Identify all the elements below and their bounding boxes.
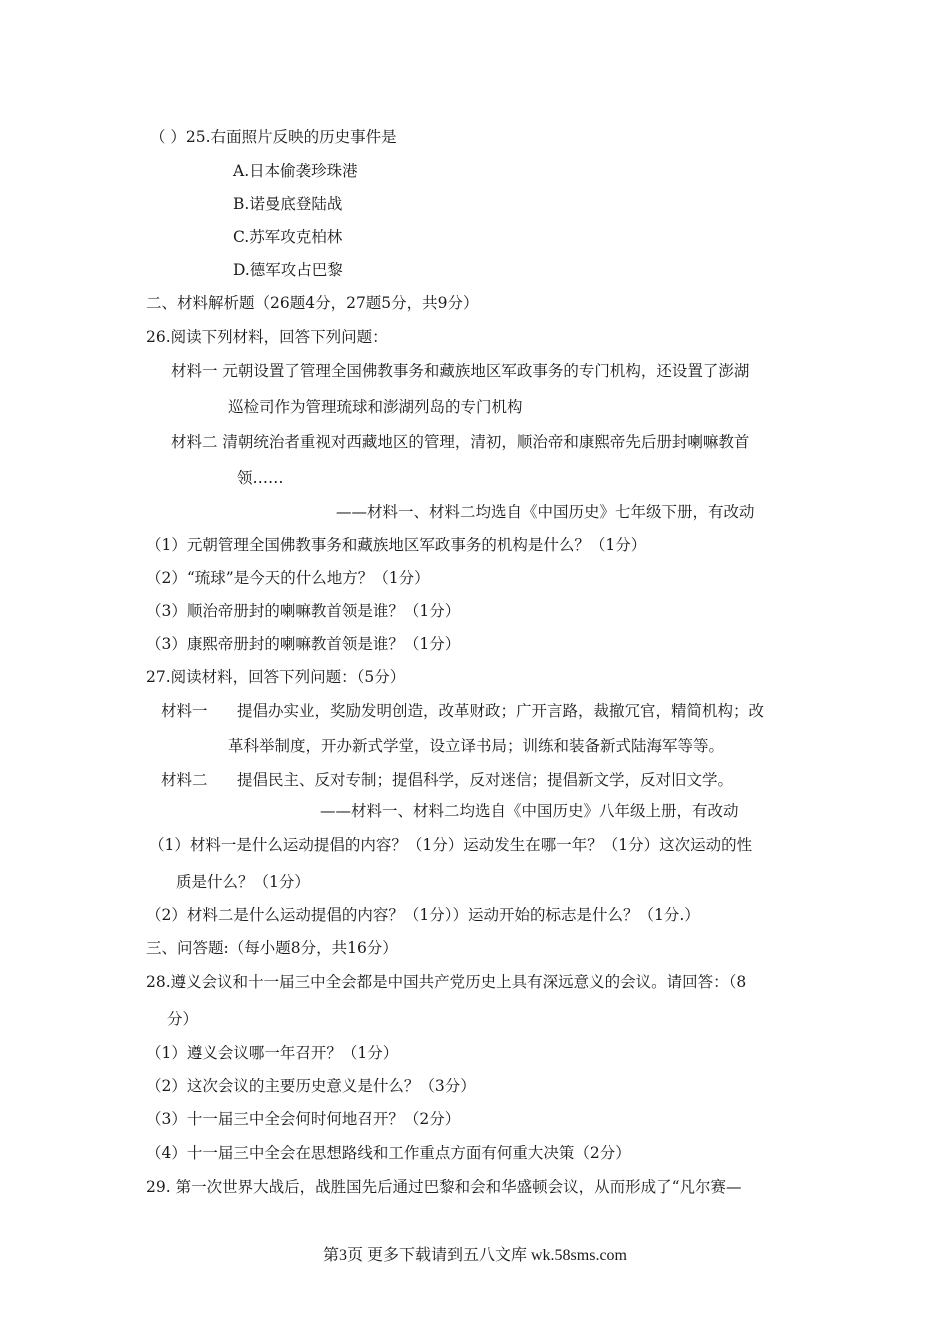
q25-option-b: B.诺曼底登陆战 <box>233 195 343 213</box>
q25-option-c: C.苏军攻克柏林 <box>233 228 343 246</box>
q27-stem: 27.阅读材料，回答下列问题：（5分） <box>146 668 406 686</box>
q27-source: ——材料一、材料二均选自《中国历史》八年级上册，有改动 <box>320 802 739 820</box>
q26-material1-line1: 材料一 元朝设置了管理全国佛教事务和藏族地区军政事务的专门机构，还设置了澎湖 <box>171 362 750 380</box>
page-footer: 第3页 更多下载请到五八文库 wk.58sms.com <box>322 1247 627 1264</box>
q26-source: ——材料一、材料二均选自《中国历史》七年级下册，有改动 <box>336 503 755 521</box>
q26-material2-line2: 领…… <box>237 469 284 487</box>
q28-question-4: （4）十一届三中全会在思想路线和工作重点方面有何重大决策（2分） <box>146 1144 631 1162</box>
q26-question-2: （2）“琉球”是今天的什么地方？（1分） <box>146 569 430 587</box>
q28-question-3: （3）十一届三中全会何时何地召开？（2分） <box>146 1110 461 1128</box>
q27-material1-label: 材料一 <box>161 702 208 720</box>
q26-material2-line1: 材料二 清朝统治者重视对西藏地区的管理，清初，顺治帝和康熙帝先后册封喇嘛教首 <box>171 433 750 451</box>
q27-question-1-line2: 质是什么？（1分） <box>176 873 310 891</box>
q27-material1-line1: 提倡办实业，奖励发明创造，改革财政；广开言路，裁撤冗官，精简机构；改 <box>237 702 765 720</box>
q26-question-1: （1）元朝管理全国佛教事务和藏族地区军政事务的机构是什么？（1分） <box>146 536 647 554</box>
q25-option-d: D.德军攻占巴黎 <box>233 261 343 279</box>
section2-title: 二、材料解析题（26题4分，27题5分，共9分） <box>146 294 479 312</box>
q29-stem-line1: 29. 第一次世界大战后，战胜国先后通过巴黎和会和华盛顿会议，从而形成了“凡尔赛— <box>146 1178 742 1196</box>
q26-stem: 26.阅读下列材料，回答下列问题： <box>146 328 388 346</box>
q26-question-4: （3）康熙帝册封的喇嘛教首领是谁？（1分） <box>146 635 461 653</box>
q25-stem: （ ）25.右面照片反映的历史事件是 <box>150 128 397 146</box>
q27-material2-line1: 提倡民主、反对专制；提倡科学，反对迷信；提倡新文学，反对旧文学。 <box>237 771 734 789</box>
q28-stem-line2: 分） <box>167 1010 199 1028</box>
section3-title: 三、问答题:（每小题8分，共16分） <box>146 939 398 957</box>
q28-question-2: （2）这次会议的主要历史意义是什么？（3分） <box>146 1077 476 1095</box>
q28-question-1: （1）遵义会议哪一年召开？（1分） <box>146 1044 399 1062</box>
q26-question-3: （3）顺治帝册封的喇嘛教首领是谁？（1分） <box>146 602 461 620</box>
q25-option-a: A.日本偷袭珍珠港 <box>233 162 358 180</box>
q27-question-1-line1: （1）材料一是什么运动提倡的内容？（1分）运动发生在哪一年？（1分）这次运动的性 <box>149 836 753 854</box>
q27-material1-line2: 革科举制度，开办新式学堂，设立译书局；训练和装备新式陆海军等等。 <box>228 737 725 755</box>
q27-material2-label: 材料二 <box>161 771 208 789</box>
q28-stem-line1: 28.遵义会议和十一届三中全会都是中国共产党历史上具有深远意义的会议。请回答：（8 <box>146 973 747 991</box>
q26-material1-line2: 巡检司作为管理琉球和澎湖列岛的专门机构 <box>228 398 523 416</box>
q27-question-2: （2）材料二是什么运动提倡的内容？（1分））运动开始的标志是什么？（1分.） <box>146 906 700 924</box>
